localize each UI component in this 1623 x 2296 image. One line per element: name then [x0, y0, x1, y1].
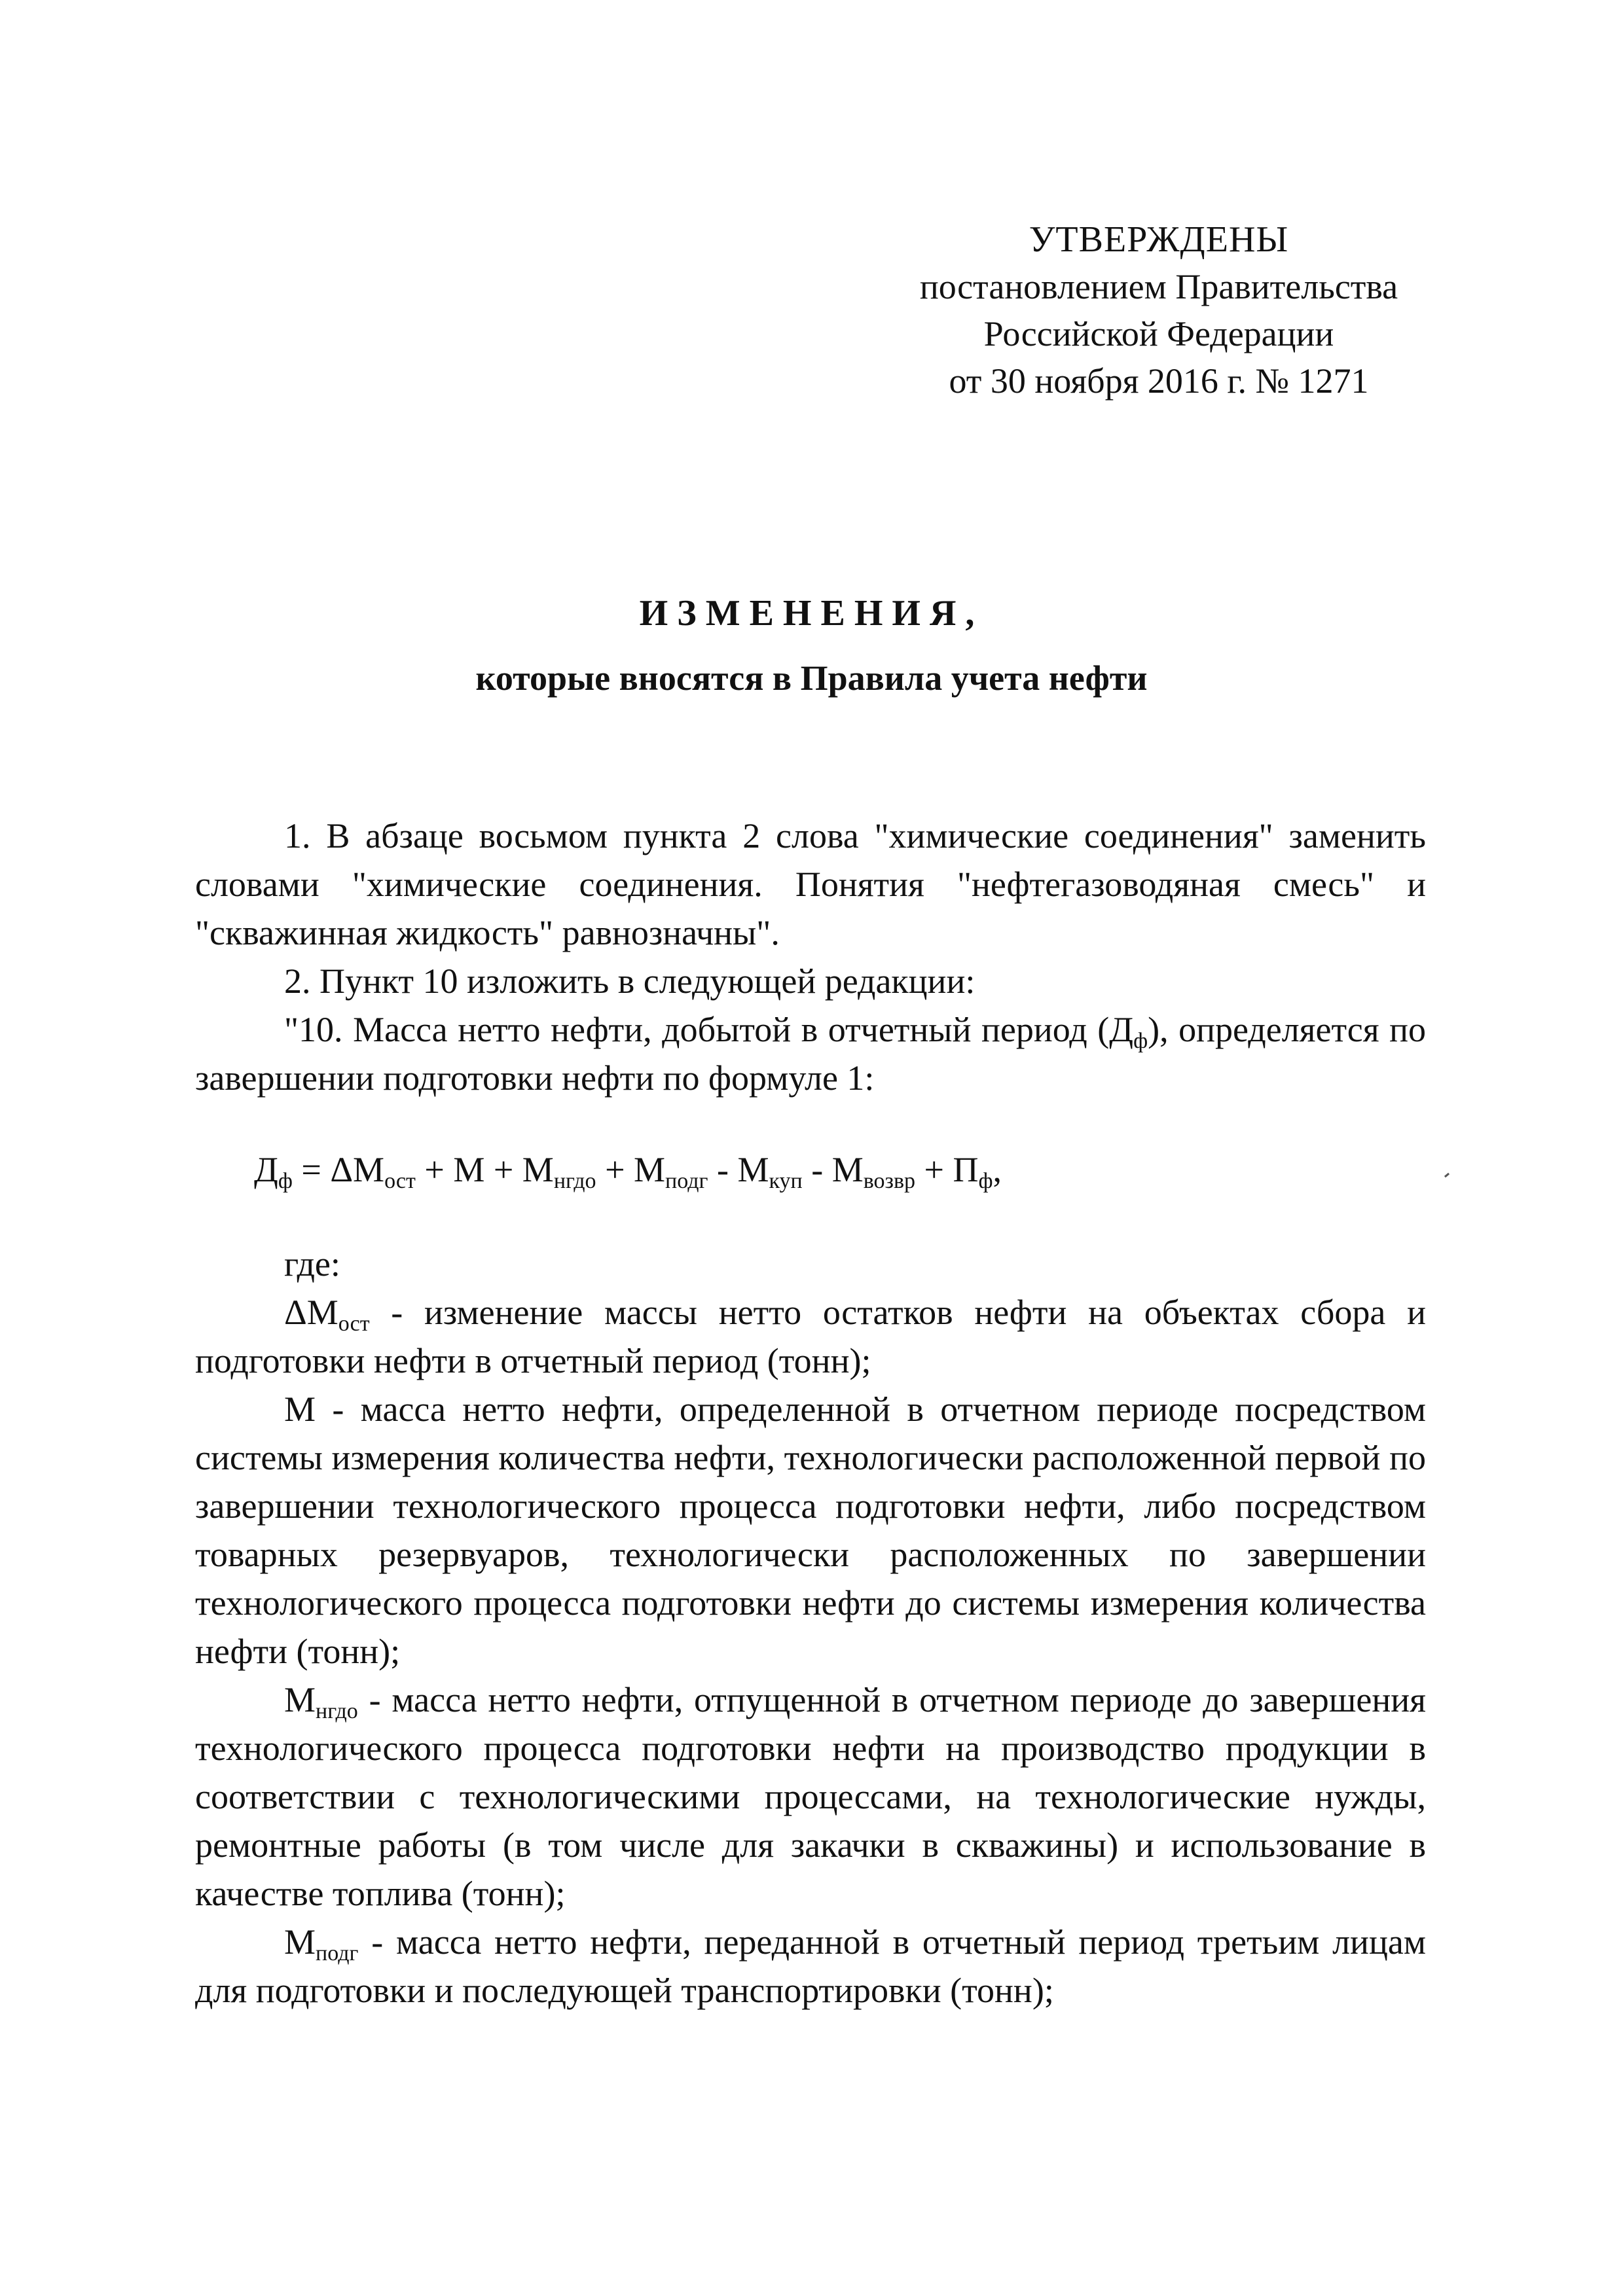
approval-line-3: от 30 ноября 2016 г. № 1271: [949, 361, 1369, 401]
formula-D: Д: [254, 1150, 278, 1189]
formula-podg-sub: подг: [665, 1169, 708, 1193]
def-3-symbol: M: [284, 1680, 316, 1719]
approval-line-1: постановлением Правительства: [919, 267, 1398, 306]
paragraph-3-subscript: ф: [1133, 1029, 1148, 1053]
def-4-subscript: подг: [316, 1941, 359, 1965]
formula-ost-sub: ост: [384, 1169, 416, 1193]
def-4-symbol: M: [284, 1922, 316, 1962]
def-1-symbol: ΔM: [284, 1293, 338, 1332]
def-1-text: - изменение массы нетто остатков нефти на объектах сбора и подготовки нефти в отчетный период (тонн);: [195, 1293, 1426, 1380]
formula-minus-m: - M: [708, 1150, 769, 1189]
def-1-subscript: ост: [338, 1312, 370, 1336]
approval-heading: УТВЕРЖДЕНЫ: [1029, 219, 1289, 260]
definition-delta-m-ost: [195, 1288, 1426, 1385]
definition-m: M - масса нетто нефти, определенной в отчетном периоде посредством системы измерения количества нефти, технологически расположенной первой по завершении технологического процесса подготовки нефти, либо посредством товарных резервуаров, технологически расположенных по завершении технологического процесса подготовки нефти до системы измерения количества нефти (тонн);: [195, 1390, 1426, 1671]
approval-block: [864, 216, 1453, 404]
document-subtitle: которые вносятся в Правила учета нефти: [475, 658, 1148, 698]
formula-D-sub: ф: [278, 1169, 293, 1193]
approval-line-2: Российской Федерации: [983, 314, 1334, 353]
paragraph-3-part-b: ), определяется по завершении подготовки нефти по формуле 1:: [195, 1010, 1427, 1098]
formula-eq: = ΔM: [292, 1150, 385, 1189]
formula-kup-sub: куп: [769, 1169, 803, 1193]
paragraph-2: 2. Пункт 10 изложить в следующей редакции:: [284, 961, 976, 1001]
paragraph-3: [195, 1005, 1426, 1102]
formula-vozvr-sub: возвр: [863, 1169, 916, 1193]
formula-end: ,: [993, 1150, 1002, 1189]
paragraph-1: 1. В абзаце восьмом пункта 2 слова "химические соединения" заменить словами "химические соединения. Понятия "нефтегазоводяная смесь" и "скважинная жидкость" равнозначны".: [195, 816, 1426, 952]
formula-minus-m2: - M: [802, 1150, 864, 1189]
where-label: где:: [284, 1244, 340, 1283]
formula-plus-m: + M + M: [415, 1150, 554, 1189]
formula-plus-p: + П: [915, 1150, 979, 1189]
definition-m-podg: [195, 1918, 1426, 2015]
paragraph-3-part-a: "10. Масса нетто нефти, добытой в отчетный период (Д: [284, 1010, 1134, 1049]
def-3-subscript: нгдо: [316, 1699, 358, 1723]
formula-plus-m2: + M: [596, 1150, 666, 1189]
formula-ngdo-sub: нгдо: [553, 1169, 596, 1193]
def-3-text: - масса нетто нефти, отпущенной в отчетном периоде до завершения технологического процесса подготовки нефти на производство продукции в соответствии с технологическими процессами, на технологические нужды, ремонтные работы (в том числе для закачки в скважины) и использование в качестве топлива (тонн);: [195, 1680, 1426, 1913]
formula-1: [195, 1145, 1426, 1194]
definition-m-ngdo: [195, 1676, 1426, 1918]
document-title: ИЗМЕНЕНИЯ,: [639, 593, 984, 634]
def-4-text: - масса нетто нефти, переданной в отчетный период третьим лицам для подготовки и последующей транспортировки (тонн);: [195, 1922, 1426, 2010]
scan-mark: [1444, 1173, 1450, 1177]
formula-p-sub: ф: [978, 1169, 993, 1193]
document-body: [195, 812, 1426, 2015]
